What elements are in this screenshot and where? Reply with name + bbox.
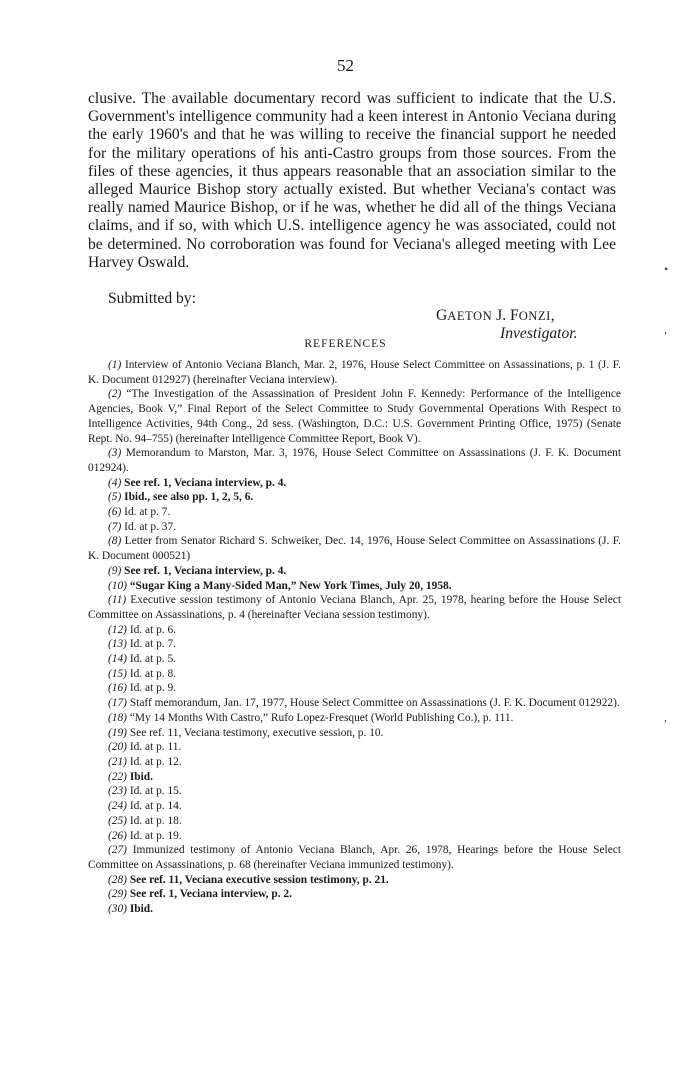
reference-text: Id. at p. 7. <box>124 506 171 519</box>
reference-item <box>88 873 621 888</box>
reference-text: Id. at p. 7. <box>129 638 177 651</box>
reference-text: See ref. 11, Veciana executive session testimony, p. 21. <box>129 873 389 886</box>
reference-item <box>88 726 621 741</box>
reference-item <box>88 711 621 726</box>
reference-number: (15) <box>108 667 127 680</box>
reference-text: Ibid. <box>129 903 153 916</box>
reference-item <box>88 667 621 682</box>
reference-text: Id. at p. 8. <box>129 667 177 680</box>
reference-text: Id. at p. 11. <box>129 741 182 754</box>
reference-text: Memorandum to Marston, Mar. 3, 1976, House Select Committee on Assassinations (J. F. K. Document 012924). <box>88 447 621 474</box>
reference-number: (2) <box>108 388 122 401</box>
reference-item <box>88 490 621 505</box>
reference-number: (19) <box>108 726 127 739</box>
reference-text: Id. at p. 5. <box>129 653 177 666</box>
reference-number: (21) <box>108 755 127 768</box>
signer-suffix: , <box>550 307 555 324</box>
reference-text: Staff memorandum, Jan. 17, 1977, House Select Committee on Assassinations (J. F. K. Document 012922). <box>129 697 620 710</box>
reference-number: (7) <box>108 520 122 533</box>
reference-number: (26) <box>108 829 127 842</box>
references-list <box>88 358 621 917</box>
reference-item <box>88 446 621 475</box>
margin-mark: , <box>664 322 667 336</box>
signer-last-rest: ONZI <box>518 309 551 323</box>
reference-number: (18) <box>108 711 127 724</box>
reference-number: (10) <box>108 579 127 592</box>
reference-item <box>88 755 621 770</box>
reference-item <box>88 593 621 622</box>
reference-number: (24) <box>108 800 127 813</box>
reference-text: Id. at p. 9. <box>129 682 177 695</box>
margin-mark: • <box>664 262 669 276</box>
reference-item <box>88 652 621 667</box>
reference-text: See ref. 11, Veciana testimony, executive session, p. 10. <box>129 726 384 739</box>
reference-item <box>88 887 621 902</box>
margin-mark: , <box>664 710 667 724</box>
reference-item <box>88 358 621 387</box>
reference-text: Id. at p. 19. <box>129 829 182 842</box>
reference-text: Ibid., see also pp. 1, 2, 5, 6. <box>124 491 254 504</box>
reference-item <box>88 740 621 755</box>
reference-number: (25) <box>108 814 127 827</box>
reference-number: (11) <box>108 594 127 607</box>
reference-item <box>88 505 621 520</box>
reference-item <box>88 829 621 844</box>
submitted-by-label: Submitted by: <box>108 290 196 307</box>
reference-text: “The Investigation of the Assassination of President John F. Kennedy: Performance of the Intelligence Agencies, Book V,” Final Report of the Select Committee to Study Governmental Operations With Respect to Intelligence Activities, 94th Cong., 2d sess. (Washington, D.C.: U.S. Government Printing Office, 1975) (Senate Rept. No. 94–755) (hereinafter Intelligence Committee Report, Book V). <box>88 388 621 445</box>
signer-last-initial: F <box>510 307 519 324</box>
reference-text: Id. at p. 15. <box>129 785 182 798</box>
reference-number: (23) <box>108 785 127 798</box>
body-paragraph: clusive. The available documentary record was sufficient to indicate that the U.S. Government's intelligence community had a keen interest in Antonio Veciana during the early 1960's and that he was willing to receive the financial support he needed for the military operations of his anti-Castro groups from those sources. From the files of these agencies, it thus appears reasonable that an association similar to the alleged Maurice Bishop story actually existed. But whether Veciana's contact was really named Maurice Bishop, or if he was, whether he did all of the things Veciana claims, and if so, with which U.S. intelligence agency he was associated, could not be determined. No corroboration was found for Veciana's alleged meeting with Lee Harvey Oswald. <box>88 90 616 271</box>
reference-item <box>88 902 621 917</box>
reference-item <box>88 637 621 652</box>
signer-name <box>436 307 555 325</box>
reference-text: Id. at p. 6. <box>129 623 177 636</box>
reference-number: (12) <box>108 623 127 636</box>
reference-text: Immunized testimony of Antonio Veciana Blanch, Apr. 26, 1978, Hearings before the House Select Committee on Assassinations, p. 68 (hereinafter Veciana immunized testimony). <box>88 844 621 871</box>
reference-number: (22) <box>108 770 127 783</box>
reference-text: Ibid. <box>129 770 153 783</box>
references-heading: REFERENCES <box>304 338 387 350</box>
reference-item <box>88 564 621 579</box>
reference-number: (30) <box>108 903 127 916</box>
reference-number: (9) <box>108 564 122 577</box>
reference-item <box>88 520 621 535</box>
reference-number: (20) <box>108 741 127 754</box>
page-number: 52 <box>337 56 354 75</box>
reference-number: (28) <box>108 873 127 886</box>
signer-first-initial: G <box>436 307 448 324</box>
reference-text: “Sugar King a Many-Sided Man,” New York Times, July 20, 1958. <box>129 579 452 592</box>
reference-item <box>88 579 621 594</box>
reference-text: Id. at p. 12. <box>129 755 182 768</box>
reference-number: (27) <box>108 844 127 857</box>
reference-item <box>88 784 621 799</box>
reference-text: Id. at p. 18. <box>129 814 182 827</box>
reference-text: Id. at p. 14. <box>129 800 182 813</box>
reference-text: See ref. 1, Veciana interview, p. 4. <box>124 564 287 577</box>
reference-number: (5) <box>108 491 122 504</box>
reference-item <box>88 696 621 711</box>
reference-item <box>88 843 621 872</box>
reference-number: (6) <box>108 506 122 519</box>
reference-number: (14) <box>108 653 127 666</box>
reference-text: See ref. 1, Veciana interview, p. 4. <box>124 476 287 489</box>
reference-item <box>88 681 621 696</box>
reference-number: (1) <box>108 359 122 371</box>
signer-middle: J. <box>496 307 507 324</box>
reference-item <box>88 476 621 491</box>
reference-text: Letter from Senator Richard S. Schweiker, Dec. 14, 1976, House Select Committee on Assassinations (J. F. K. Document 000521) <box>88 535 621 563</box>
reference-item <box>88 770 621 785</box>
reference-item <box>88 814 621 829</box>
reference-number: (3) <box>108 447 122 460</box>
signer-first-rest: AETON <box>447 309 493 323</box>
reference-text: Id. at p. 37. <box>124 520 177 533</box>
reference-text: “My 14 Months With Castro,” Rufo Lopez-Fresquet (World Publishing Co.), p. 111. <box>129 711 514 724</box>
reference-item <box>88 799 621 814</box>
reference-number: (29) <box>108 888 127 901</box>
reference-number: (13) <box>108 638 127 651</box>
reference-text: Interview of Antonio Veciana Blanch, Mar. 2, 1976, House Select Committee on Assassinations, p. 1 (J. F. K. Document 012927) (hereinafter Veciana interview). <box>88 359 621 386</box>
reference-item <box>88 387 621 446</box>
reference-number: (4) <box>108 476 122 489</box>
reference-number: (17) <box>108 697 127 710</box>
reference-item <box>88 534 621 563</box>
reference-text: Executive session testimony of Antonio Veciana Blanch, Apr. 25, 1978, hearing before the House Select Committee on Assassinations, p. 4 (hereinafter Veciana session testimony). <box>88 594 621 621</box>
reference-number: (16) <box>108 682 127 695</box>
reference-text: See ref. 1, Veciana interview, p. 2. <box>129 888 292 901</box>
reference-number: (8) <box>108 535 122 548</box>
signer-title: Investigator. <box>500 325 578 342</box>
reference-item <box>88 623 621 638</box>
